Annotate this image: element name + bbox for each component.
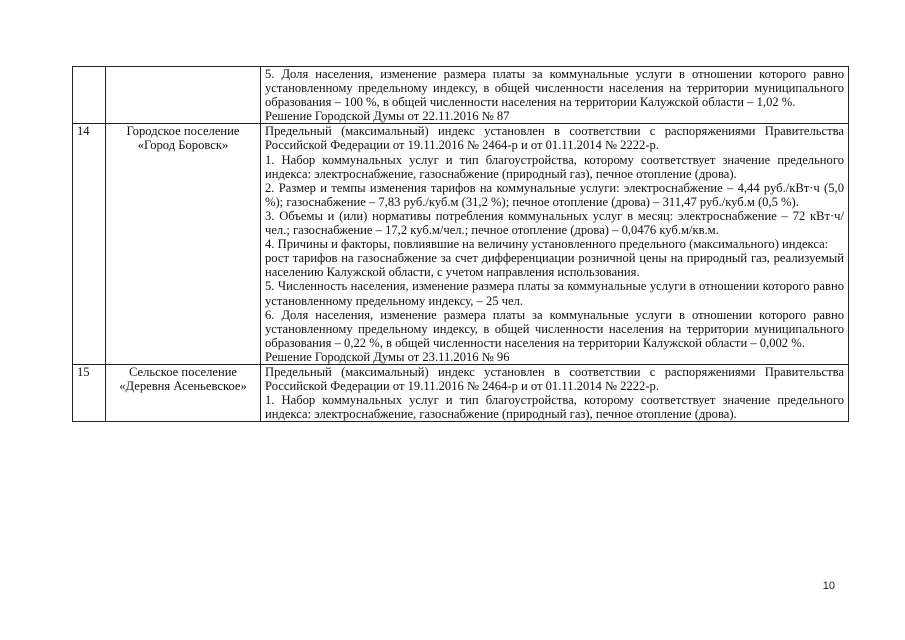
table-row	[73, 67, 849, 124]
row-number: 15	[73, 364, 106, 421]
decision-reference: Решение Городской Думы от 22.11.2016 № 87	[265, 109, 510, 124]
decision-reference: Решение Городской Думы от 23.11.2016 № 96	[265, 349, 510, 364]
row-content	[261, 124, 849, 365]
table-row	[73, 124, 849, 365]
paragraph: 6. Доля населения, изменение размера платы за коммунальные услуги в отношении которого равно установленному предельному индексу, в общей численности населения на территории муниципального образования – 0,22 %, в общей численности населения на территории Калужской области – 0,002 %.	[265, 307, 844, 350]
row-content	[261, 364, 849, 421]
paragraph: 4. Причины и факторы, повлиявшие на величину установленного предельного (максимального) индекса:	[265, 237, 829, 252]
paragraph: 1. Набор коммунальных услуг и тип благоустройства, которому соответствует значение предельного индекса: электроснабжение, газоснабжение (природный газ), печное отопление (дрова).	[265, 152, 844, 181]
table-row	[73, 364, 849, 421]
row-content	[261, 67, 849, 124]
row-number	[73, 67, 106, 124]
tariff-index-table	[72, 66, 849, 422]
paragraph: 5. Доля населения, изменение размера платы за коммунальные услуги в отношении которого равно установленному предельному индексу, в общей численности населения на территории муниципального образования – 100 %, в общей численности населения на территории Калужской области – 1,02 %.	[265, 67, 844, 110]
paragraph: Предельный (максимальный) индекс установлен в соответствии с распоряжениями Правительства Российской Федерации от 19.11.2016 № 2464-р и от 01.11.2014 № 2222-р.	[265, 124, 844, 153]
paragraph: Предельный (максимальный) индекс установлен в соответствии с распоряжениями Правительства Российской Федерации от 19.11.2016 № 2464-р и от 01.11.2014 № 2222-р.	[265, 364, 844, 394]
municipality-name: Городское поселение «Город Боровск»	[106, 124, 261, 365]
municipality-name: Сельское поселение «Деревня Асеньевское»	[106, 364, 261, 421]
paragraph: 1. Набор коммунальных услуг и тип благоустройства, которому соответствует значение предельного индекса: электроснабжение, газоснабжение (природный газ), печное отопление (дрова).	[265, 393, 844, 422]
municipality-name	[106, 67, 261, 124]
page-number: 10	[822, 580, 835, 592]
paragraph: 3. Объемы и (или) нормативы потребления коммунальных услуг в месяц: электроснабжение – 72 кВт·ч/чел.; газоснабжение – 17,2 куб.м/чел.; печное отопление (дрова) – 0,0476 куб.м/кв.м.	[265, 208, 844, 238]
paragraph: 5. Численность населения, изменение размера платы за коммунальные услуги в отношении которого равно установленному предельному индексу, – 25 чел.	[265, 279, 844, 308]
paragraph: рост тарифов на газоснабжение за счет дифференциации розничной цены на природный газ, реализуемый населению Калужской области, с учетом направления использования.	[265, 251, 844, 280]
row-number: 14	[73, 124, 106, 365]
paragraph: 2. Размер и темпы изменения тарифов на коммунальные услуги: электроснабжение – 4,44 руб./кВт·ч (5,0 %); газоснабжение – 7,83 руб./куб.м (31,2 %); печное отопление (дрова) – 311,47 руб./куб.м (0,5 %).	[265, 180, 844, 209]
